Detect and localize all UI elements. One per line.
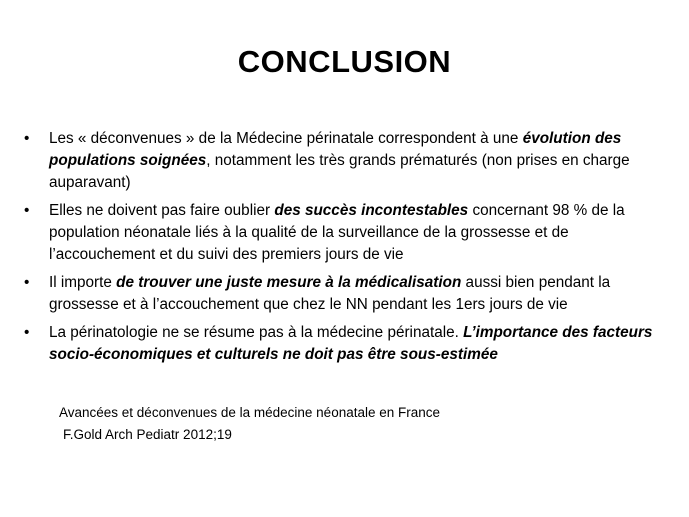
- bullet-emphasis: évolution des populations soignées: [49, 130, 622, 169]
- bullet-emphasis: L’importance des facteurs socio-économiques et culturels ne doit pas être sous-estimée: [49, 324, 653, 363]
- bullet-item: [22, 128, 672, 194]
- bullet-item: [22, 322, 672, 366]
- reference-title: Avancées et déconvenues de la médecine néonatale en France: [59, 405, 441, 420]
- bullet-text: La périnatologie ne se résume pas à la médecine périnatale.: [49, 324, 464, 341]
- bullet-text: Les « déconvenues » de la Médecine périnatale correspondent à une: [49, 130, 523, 147]
- bullet-item: [22, 200, 672, 266]
- bullet-dot: •: [24, 324, 30, 341]
- bullet-text: Il importe: [49, 274, 117, 291]
- reference-source: F.Gold Arch Pediatr 2012;19: [63, 427, 232, 442]
- bullet-dot: •: [24, 202, 30, 219]
- bullet-list: [22, 128, 672, 372]
- bullet-text: , notamment les très grands prématurés (non prises en charge auparavant): [49, 152, 630, 191]
- bullet-dot: •: [24, 130, 30, 147]
- slide-title: CONCLUSION: [237, 44, 452, 79]
- bullet-text: aussi bien pendant la grossesse et à l’accouchement que chez le NN pendant les 1ers jours de vie: [49, 274, 611, 313]
- bullet-item: [22, 272, 672, 316]
- bullet-text: Elles ne doivent pas faire oublier: [49, 202, 275, 219]
- bullet-text: concernant 98 % de la population néonatale liés à la qualité de la surveillance de la grossesse et de l’accouchement et du suivi des premiers jours de vie: [49, 202, 625, 263]
- bullet-dot: •: [24, 274, 30, 291]
- bullet-emphasis: des succès incontestables: [274, 202, 469, 219]
- reference-citation: [59, 402, 440, 446]
- bullet-emphasis: de trouver une juste mesure à la médicalisation: [116, 274, 462, 291]
